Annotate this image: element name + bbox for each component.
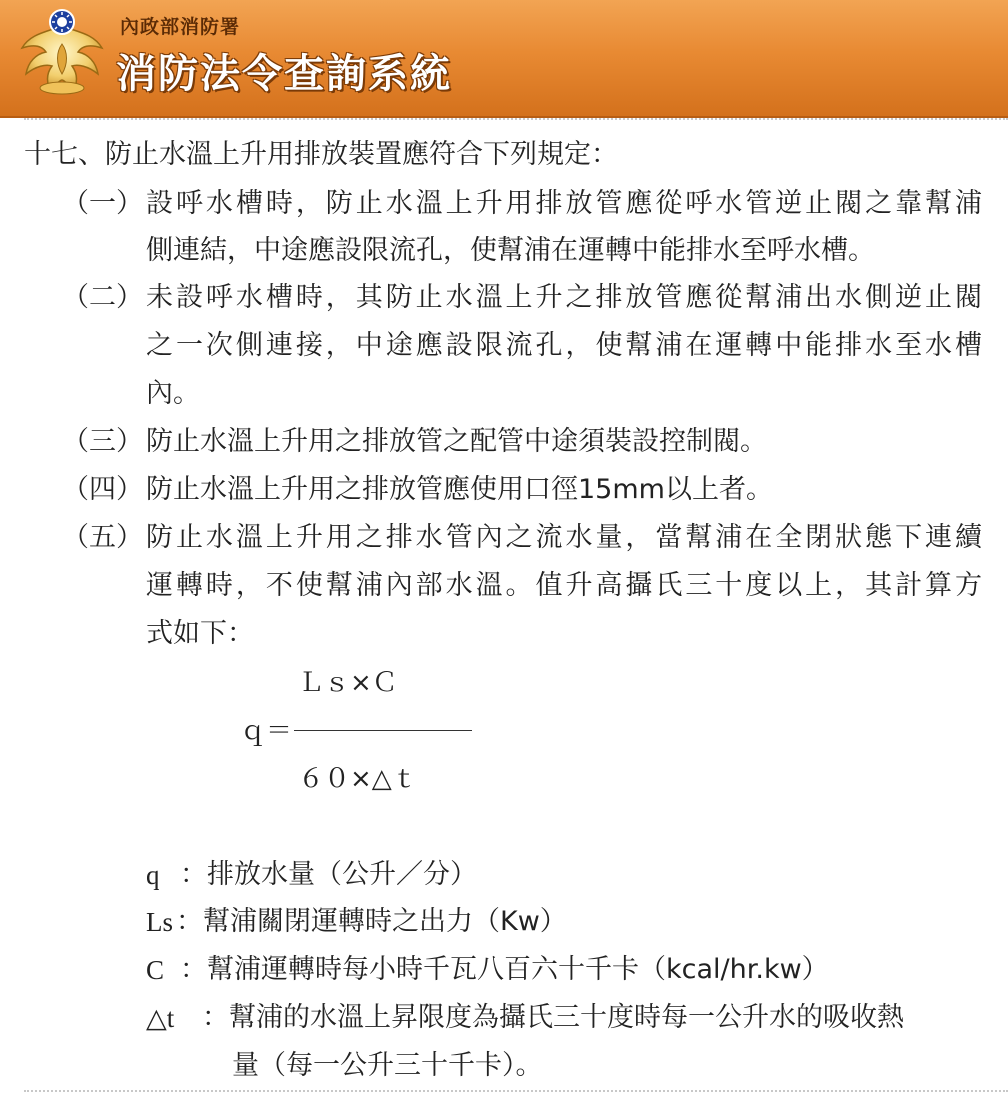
item-number: （二） (62, 282, 143, 313)
definition-text-continued: 量（每一公升三十千卡）。 (232, 1050, 543, 1081)
top-divider (24, 118, 1008, 120)
item-number: （一） (62, 188, 143, 219)
formula-lhs: ｑ＝ (240, 716, 293, 746)
item-number: （四） (62, 474, 143, 505)
item-line: 式如下： (146, 618, 254, 649)
definition-text: ：幫浦的水溫上昇限度為攝氏三十度時每一公升水的吸收熱 (202, 1002, 904, 1033)
article-heading: 十七、防止水溫上升用排放裝置應符合下列規定： (24, 139, 618, 170)
item-line: 未設呼水槽時，其防止水溫上升之排放管應從幫浦出水側逆止閥 (146, 282, 982, 313)
definition-symbol: C (146, 955, 165, 985)
item-line: 運轉時，不使幫浦內部水溫。值升高攝氏三十度以上，其計算方 (146, 570, 982, 601)
item-line: 之一次側連接，中途應設限流孔，使幫浦在運轉中能排水至水槽 (146, 330, 982, 361)
fire-agency-emblem-icon[interactable] (16, 4, 108, 98)
definition-text: ：排放水量（公升／分） (180, 859, 477, 890)
formula-fraction-bar (294, 730, 472, 731)
item-number: （三） (62, 426, 143, 457)
definition-symbol: △t (146, 1003, 175, 1033)
agency-name: 內政部消防署 (120, 16, 241, 38)
item-line: 設呼水槽時，防止水溫上升用排放管應從呼水管逆止閥之靠幫浦 (146, 188, 982, 219)
item-line: 內。 (146, 378, 200, 409)
definition-text: ：幫浦運轉時每小時千瓦八百六十千卡（kcal/hr.kw） (180, 954, 829, 985)
formula-numerator: Ｌｓ×Ｃ (298, 668, 398, 698)
item-line: 防止水溫上升用之排水管內之流水量，當幫浦在全閉狀態下連續 (146, 522, 982, 553)
definition-symbol: Ls (146, 907, 173, 937)
bottom-divider (24, 1090, 1008, 1092)
item-line: 防止水溫上升用之排放管應使用口徑15mm以上者。 (146, 474, 773, 505)
formula-denominator: ６０×△ｔ (298, 764, 418, 794)
definition-symbol: q (146, 860, 160, 890)
definition-text: ：幫浦關閉運轉時之出力（Kw） (176, 906, 567, 937)
item-line: 防止水溫上升用之排放管之配管中途須裝設控制閥。 (146, 426, 767, 457)
system-title[interactable]: 消防法令查詢系統 (116, 50, 452, 97)
item-number: （五） (62, 522, 143, 553)
item-line: 側連結，中途應設限流孔，使幫浦在運轉中能排水至呼水槽。 (146, 235, 875, 266)
site-header (0, 0, 1008, 118)
